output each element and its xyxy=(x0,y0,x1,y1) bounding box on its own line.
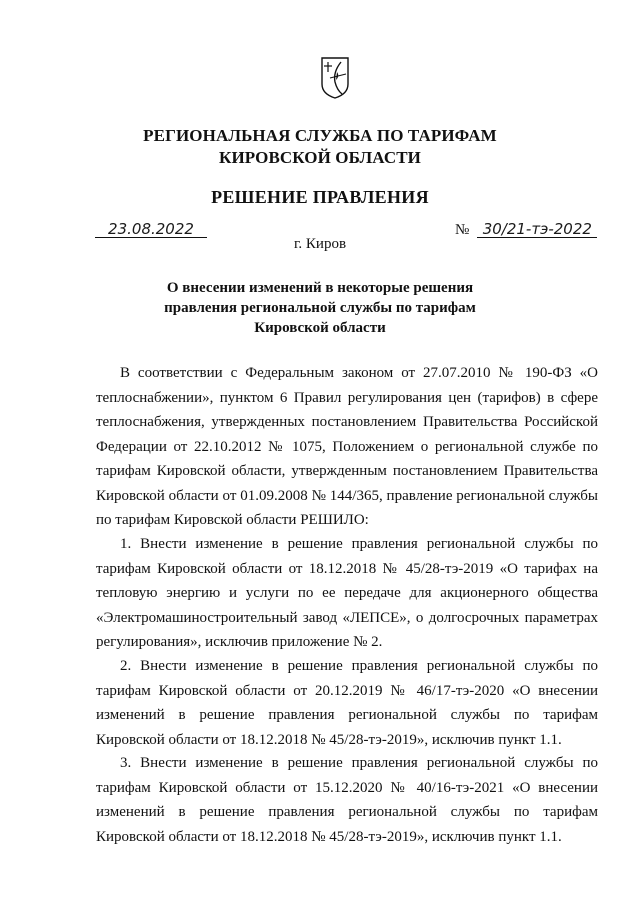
subject-line3: Кировской области xyxy=(254,320,386,336)
document-number-value: 30/21-тэ-2022 xyxy=(477,221,597,238)
organization-name-line1: РЕГИОНАЛЬНАЯ СЛУЖБА ПО ТАРИФАМ xyxy=(143,126,497,145)
document-date: 23.08.2022 xyxy=(95,221,207,238)
subject-line1: О внесении изменений в некоторые решения xyxy=(166,280,474,296)
document-type-title: РЕШЕНИЕ ПРАВЛЕНИЯ xyxy=(211,187,429,207)
intro-paragraph: В соответствии с Федеральным законом от 27.07.2010 № 190-ФЗ «О теплоснабжении», пунктом 6 Правил регулирования цен (тарифов) в сфере теплоснабжения, утвержденных постановлением Правительства Российской Федерации от 22.10.2012 № 1075, Положением о региональной службе по тарифам Кировской области, утвержденным постановлением Правительства Кировской области от 01.09.2008 № 144/365, правление региональной службы по тарифам Кировской области РЕШИЛО: xyxy=(96,365,598,528)
organization-name-line2: КИРОВСКОЙ ОБЛАСТИ xyxy=(219,148,421,167)
decision-item-3: 3. Внести изменение в решение правления региональной службы по тарифам Кировской области от 15.12.2020 № 40/16-тэ-2021 «О внесении изменений в решение правления региональной службы по тарифам Кировской области от 18.12.2018 № 45/28-тэ-2019», исключив пункт 1.1. xyxy=(96,755,598,845)
number-sign: № xyxy=(455,222,470,238)
city: г. Киров xyxy=(293,236,347,252)
decision-item-2: 2. Внести изменение в решение правления региональной службы по тарифам Кировской области от 20.12.2019 № 46/17-тэ-2020 «О внесении изменений в решение правления региональной службы по тарифам Кировской области от 18.12.2018 № 45/28-тэ-2019», исключив пункт 1.1. xyxy=(96,658,598,748)
decision-item-1: 1. Внести изменение в решение правления региональной службы по тарифам Кировской области от 18.12.2018 № 45/28-тэ-2019 «О тарифах на тепловую энергию и услуги по ее передаче для акционерного общества «Электромашиностроительный завод «ЛЕПСЕ», о долгосрочных параметрах регулирования», исключив приложение № 2. xyxy=(96,536,598,650)
coat-of-arms-icon xyxy=(320,56,350,100)
document-subject xyxy=(160,278,480,338)
subject-line2: правления региональной службы по тарифам xyxy=(164,300,476,316)
